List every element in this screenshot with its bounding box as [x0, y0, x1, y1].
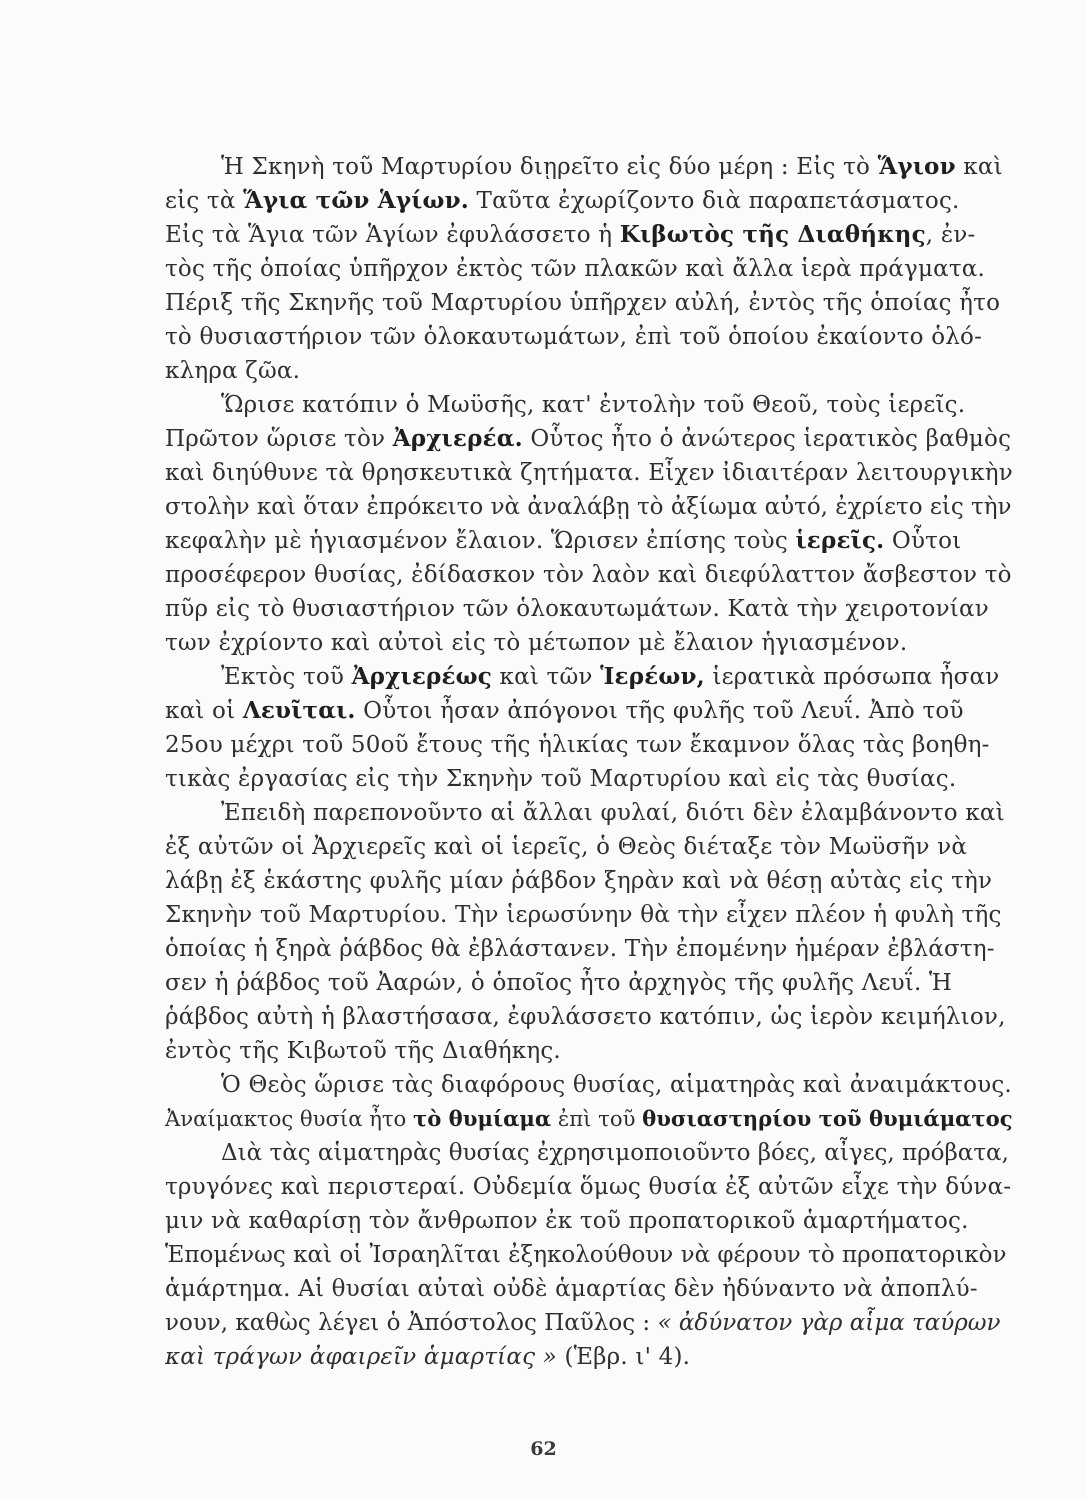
text-line: ἐξ αὐτῶν οἱ Ἀρχιερεῖς καὶ οἱ ἱερεῖς, ὁ Θεὸς διέταξε τὸν Μωϋσῆν νὰ [165, 834, 968, 860]
text-line: Διὰ τὰς αἱματηρὰς θυσίας ἐχρησιμοποιοῦντο βόες, αἶγες, πρόβατα, [221, 1140, 1009, 1166]
text-line: τὸ θυσιαστήριον τῶν ὁλοκαυτωμάτων, ἐπὶ τοῦ ὁποίου ἐκαίοντο ὁλό- [165, 324, 983, 350]
text-line: Ἑπομένως καὶ οἱ Ἰσραηλῖται ἐξηκολούθουν νὰ φέρουν τὸ προπατορικὸν [165, 1242, 1007, 1268]
text-line: κεφαλὴν μὲ ἡγιασμένον ἔλαιον. Ὥρισεν ἐπίσης τοὺς ἱερεῖς. Οὗτοι [165, 527, 962, 554]
text-line: Ἀναίμακτος θυσία ἦτο τὸ θυμίαμα ἐπὶ τοῦ θυσιαστηρίου τοῦ θυμιάματος [165, 1106, 1013, 1131]
text-line: Ὥρισε κατόπιν ὁ Μωϋσῆς, κατ' ἐντολὴν τοῦ Θεοῦ, τοὺς ἱερεῖς. [221, 392, 966, 418]
text-line: ἁμάρτημα. Αἱ θυσίαι αὐταὶ οὐδὲ ἁμαρτίας δὲν ἠδύναντο νὰ ἀποπλύ- [165, 1276, 978, 1302]
text-line: Ἐπειδὴ παρεπονοῦντο αἱ ἄλλαι φυλαί, διότι δὲν ἐλαμβάνοντο καὶ [221, 800, 1005, 826]
text-line: των ἐχρίοντο καὶ αὐτοὶ εἰς τὸ μέτωπον μὲ ἔλαιον ἡγιασμένον. [165, 630, 908, 656]
text-line: καὶ οἱ Λευῖται. Οὗτοι ἦσαν ἀπόγονοι τῆς φυλῆς τοῦ Λευΐ. Ἀπὸ τοῦ [165, 697, 964, 724]
text-line: σεν ἡ ῥάβδος τοῦ Ἀαρών, ὁ ὁποῖος ἦτο ἀρχηγὸς τῆς φυλῆς Λευΐ. Ἡ [165, 970, 953, 996]
text-line: μιν νὰ καθαρίσῃ τὸν ἄνθρωπον ἐκ τοῦ προπατορικοῦ ἁμαρτήματος. [165, 1208, 969, 1234]
text-line: 25ου μέχρι τοῦ 50οῦ ἔτους τῆς ἡλικίας των ἔκαμνον ὅλας τὰς βοηθη- [165, 732, 990, 758]
text-line: καὶ τράγων ἀφαιρεῖν ἁμαρτίας » (Ἑβρ. ι' 4). [165, 1344, 691, 1370]
text-line: τικὰς ἐργασίας εἰς τὴν Σκηνὴν τοῦ Μαρτυρίου καὶ εἰς τὰς θυσίας. [165, 766, 957, 792]
text-line: Εἰς τὰ Ἅγια τῶν Ἁγίων ἐφυλάσσετο ἡ Κιβωτὸς τῆς Διαθήκης, ἐν- [165, 221, 976, 248]
text-line: καὶ διηύθυνε τὰ θρησκευτικὰ ζητήματα. Εἶχεν ἰδιαιτέραν λειτουργικὴν [165, 460, 1013, 486]
text-line: κληρα ζῶα. [165, 358, 301, 384]
text-line: στολὴν καὶ ὅταν ἐπρόκειτο νὰ ἀναλάβῃ τὸ ἀξίωμα αὐτό, ἐχρίετο εἰς τὴν [165, 494, 1012, 520]
text-line: λάβῃ ἐξ ἑκάστης φυλῆς μίαν ῥάβδον ξηρὰν καὶ νὰ θέσῃ αὐτὰς εἰς τὴν [165, 868, 993, 894]
text-line: πῦρ εἰς τὸ θυσιαστήριον τῶν ὁλοκαυτωμάτων. Κατὰ τὴν χειροτονίαν [165, 596, 989, 622]
text-line: προσέφερον θυσίας, ἐδίδασκον τὸν λαὸν καὶ διεφύλαττον ἄσβεστον τὸ [165, 562, 1012, 588]
page-number: 62 [530, 1438, 557, 1460]
text-line: ὁποίας ἡ ξηρὰ ῥάβδος θὰ ἐβλάστανεν. Τὴν ἐπομένην ἡμέραν ἐβλάστη- [165, 936, 995, 962]
text-line: Πέριξ τῆς Σκηνῆς τοῦ Μαρτυρίου ὑπῆρχεν αὐλή, ἐντὸς τῆς ὁποίας ἦτο [165, 290, 1001, 316]
text-line: Ἡ Σκηνὴ τοῦ Μαρτυρίου διῃρεῖτο εἰς δύο μέρη : Εἰς τὸ Ἅγιον καὶ [221, 153, 1003, 180]
body-text [165, 150, 1013, 1374]
text-line: Ὁ Θεὸς ὥρισε τὰς διαφόρους θυσίας, αἱματηρὰς καὶ ἀναιμάκτους. [221, 1072, 1012, 1098]
text-line: τρυγόνες καὶ περιστεραί. Οὐδεμία ὅμως θυσία ἐξ αὐτῶν εἶχε τὴν δύνα- [165, 1174, 1012, 1200]
text-line: ῥάβδος αὐτὴ ἡ βλαστήσασα, ἐφυλάσσετο κατόπιν, ὡς ἱερὸν κειμήλιον, [165, 1004, 1006, 1030]
text-line: Πρῶτον ὥρισε τὸν Ἀρχιερέα. Οὗτος ἦτο ὁ ἀνώτερος ἱερατικὸς βαθμὸς [165, 425, 1012, 452]
text-line: νουν, καθὼς λέγει ὁ Ἀπόστολος Παῦλος : « ἀδύνατον γὰρ αἷμα ταύρων [165, 1310, 1001, 1336]
text-line: τὸς τῆς ὁποίας ὑπῆρχον ἐκτὸς τῶν πλακῶν καὶ ἄλλα ἱερὰ πράγματα. [165, 256, 986, 282]
text-line: Σκηνὴν τοῦ Μαρτυρίου. Τὴν ἱερωσύνην θὰ τὴν εἶχεν πλέον ἡ φυλὴ τῆς [165, 902, 1002, 928]
text-line: εἰς τὰ Ἅγια τῶν Ἁγίων. Ταῦτα ἐχωρίζοντο διὰ παραπετάσματος. [165, 187, 960, 214]
text-line: ἐντὸς τῆς Κιβωτοῦ τῆς Διαθήκης. [165, 1038, 561, 1064]
text-line: Ἐκτὸς τοῦ Ἀρχιερέως καὶ τῶν Ἱερέων, ἱερατικὰ πρόσωπα ἦσαν [221, 663, 1000, 690]
